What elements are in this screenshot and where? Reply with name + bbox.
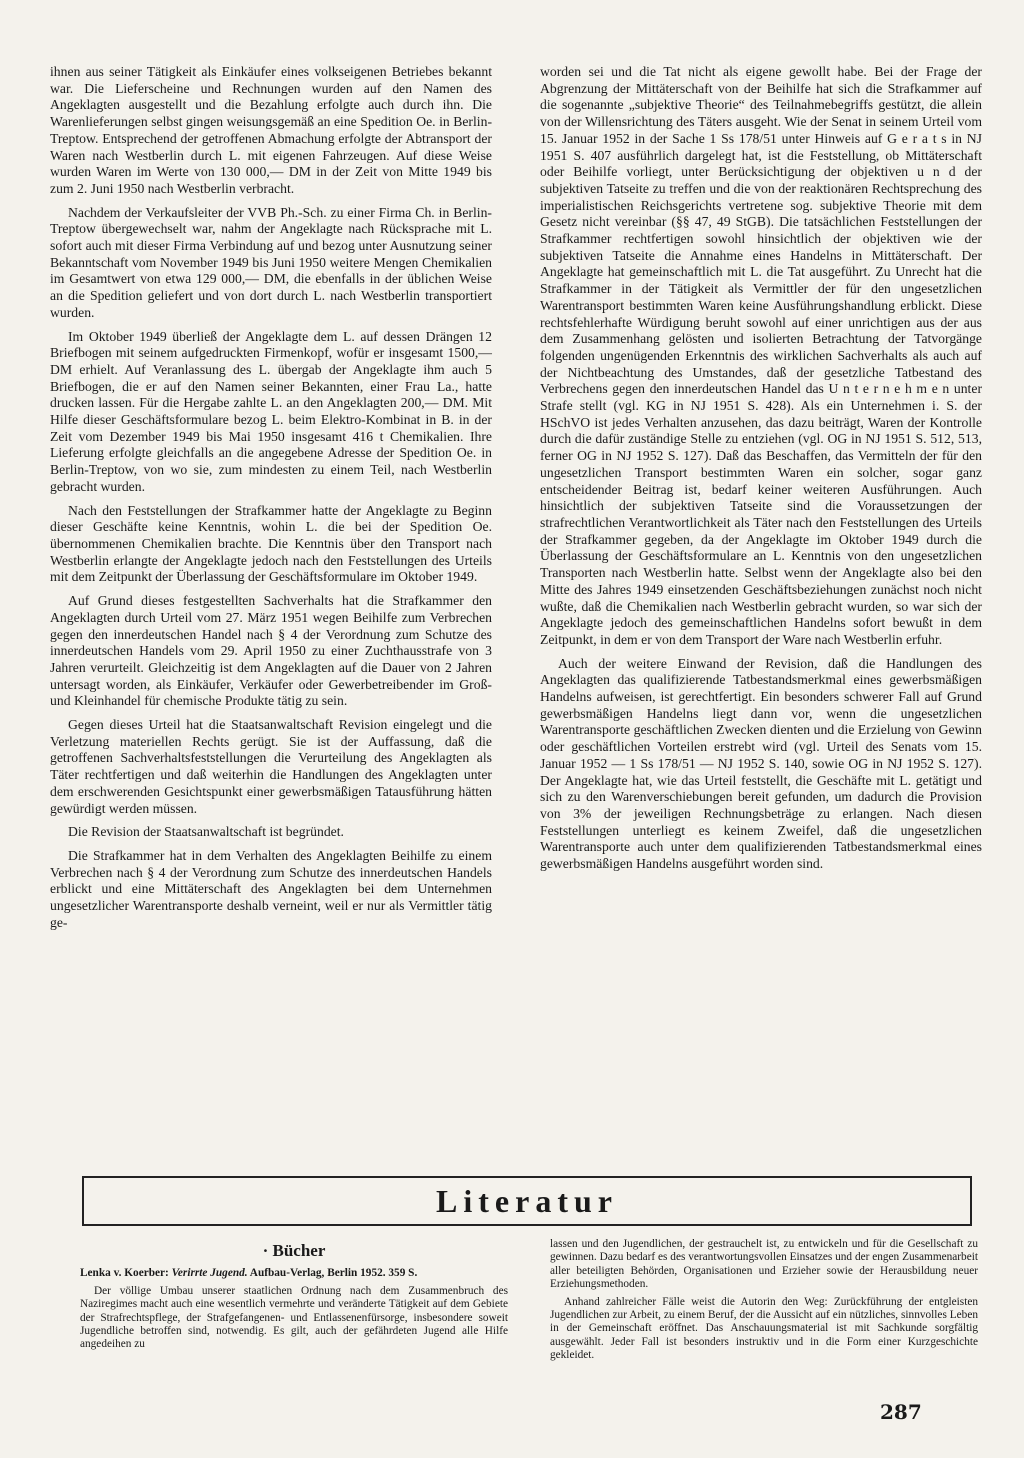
- column-left: [50, 64, 492, 1154]
- article-columns: [50, 64, 982, 1154]
- page-number: 287: [880, 1400, 922, 1424]
- paragraph: Der völlige Umbau unserer staatlichen Ordnung nach dem Zusammenbruch des Naziregimes macht auch eine wesentlich vermehrte und veränderte Tätigkeit auf dem Gebiete der Strafrechtspflege, der Strafgefangenen- und Entlassenenfürsorge, insbesondere soweit Jugendliche betroffen sind, notwendig. Es gilt, auch der gefährdeten Jugend alle Hilfe angedeihen zu: [80, 1284, 508, 1351]
- paragraph: Gegen dieses Urteil hat die Staatsanwaltschaft Revision eingelegt und die Verletzung materiellen Rechts gerügt. Sie ist der Auffassung, daß die getroffenen Sachverhaltsfeststellungen die Verurteilung des Angeklagten als Täter rechtfertigen und daß weiterhin die Handlungen des Angeklagten unter dem erschwerenden Gesichtspunkt einer gewerbsmäßigen Tatausführung hätten gewürdigt werden müssen.: [50, 717, 492, 816]
- paragraph: Im Oktober 1949 überließ der Angeklagte dem L. auf dessen Drängen 12 Briefbogen mit seinem aufgedruckten Firmenkopf, wofür er insgesamt 1500,— DM erhielt. Auf Veranlassung des L. übergab der Angeklagte ihm auch 5 Briefbogen, die er auf den Namen seiner Bekannten, einer Frau La., hatte drucken lassen. Für die Hergabe zahlte L. an den Angeklagten 200,— DM. Mit Hilfe dieser Geschäftsformulare bezog L. beim Elektro-Kombinat in B. in der Zeit vom Dezember 1949 bis Mai 1950 insgesamt 416 t Chemikalien. Ihre Lieferung erfolgte gleichfalls an die angegebene Adresse der Spedition Oe. in Berlin-Treptow, von wo sie, zum mindesten zu einem Teil, nach Westberlin gebracht wurden.: [50, 328, 492, 494]
- paragraph: Die Revision der Staatsanwaltschaft ist begründet.: [68, 824, 344, 840]
- paragraph: Nachdem der Verkaufsleiter der VVB Ph.-Sch. zu einer Firma Ch. in Berlin-Treptow übergewechselt war, nahm der Angeklagte nach Rücksprache mit L. sofort auch mit dieser Firma Verbindung auf und bezog unter Ausnutzung seiner Bekanntschaft vom November 1949 bis Juni 1950 weitere Mengen Chemikalien im Gesamtwert von etwa 129 000,— DM, die ebenfalls in der üblichen Weise an die Spedition geliefert und von dort durch L. nach Westberlin transportiert wurden.: [50, 204, 492, 320]
- paragraph: ihnen aus seiner Tätigkeit als Einkäufer eines volkseigenen Betriebes bekannt war. Die Lieferscheine und Rechnungen wurden auf den Namen des Angeklagten ausgestellt und die Bezahlung erfolgte auch durch ihn. Die Warenlieferungen selbst gingen weisungsgemäß an eine Spedition Oe. in Berlin-Treptow. Entsprechend der getroffenen Abmachung erfolgte der Abtransport der Waren nach Westberlin durch L. mit eigenen Fahrzeugen. Auf diese Weise wurden Waren im Werte von 130 000,— DM in der Zeit von Mitte 1949 bis zum 2. Juni 1950 nach Westberlin verbracht.: [50, 64, 492, 196]
- section-header-box: [82, 1176, 972, 1226]
- review-column-left: [80, 1238, 508, 1408]
- review-columns: [80, 1238, 978, 1408]
- column-right: [540, 64, 982, 1154]
- book-citation: [80, 1267, 508, 1280]
- subsection-title: · Bücher: [262, 1241, 326, 1260]
- book-title: Verirrte Jugend.: [171, 1267, 248, 1280]
- section-title: Literatur: [436, 1182, 618, 1219]
- paragraph: lassen und den Jugendlichen, der gestrauchelt ist, zu entwickeln und für die Gesellschaft zu gewinnen. Dazu bedarf es des verantwortungsvollen Einsatzes und der engen Zusammenarbeit aller beteiligten Behörden, Organisationen und Erzieher sowie der Herausbildung neuer Erziehungsmethoden.: [550, 1238, 978, 1291]
- paragraph: Die Strafkammer hat in dem Verhalten des Angeklagten Beihilfe zu einem Verbrechen nach § 4 der Verordnung zum Schutze des innerdeutschen Handels erblickt und eine Mittäterschaft des Angeklagten bei dem Unternehmen ungesetzlicher Warentransporte deshalb verneint, weil er nur als Vermittler tätig ge-: [50, 847, 492, 930]
- book-author: Lenka v. Koerber:: [80, 1267, 169, 1280]
- review-column-right: [550, 1238, 978, 1408]
- paragraph: Anhand zahlreicher Fälle weist die Autorin den Weg: Zurückführung der entgleisten Jugendlichen zur Arbeit, zu einem Beruf, der die Aussicht auf ein nützliches, sinnvolles Leben in der Gemeinschaft eröffnet. Das Anschauungsmaterial ist mit Sachkunde sorgfältig ausgewählt. Jeder Fall ist besonders instruktiv und in die Form einer Kurzgeschichte gekleidet.: [550, 1295, 978, 1362]
- paragraph: Auf Grund dieses festgestellten Sachverhalts hat die Strafkammer den Angeklagten durch Urteil vom 27. März 1951 wegen Beihilfe zum Verbrechen gegen den innerdeutschen Handel nach § 4 der Verordnung zum Schutze des innerdeutschen Handels vom 29. April 1950 zu einer Zuchthausstrafe von 3 Jahren verurteilt. Gleichzeitig ist dem Angeklagten auf die Dauer von 2 Jahren untersagt worden, als Einkäufer, Verkäufer oder Gewerbetreibender im Groß- und Kleinhandel für chemische Produkte tätig zu sein.: [50, 593, 492, 709]
- book-publisher: Aufbau-Verlag, Berlin 1952. 359 S.: [249, 1267, 418, 1280]
- paragraph: Auch der weitere Einwand der Revision, daß die Handlungen des Angeklagten das qualifizierende Tatbestandsmerkmal eines gewerbsmäßigen Handelns aufweisen, ist gerechtfertigt. Ein besonders schwerer Fall auf Grund gewerbsmäßigen Handelns liegt dann vor, wenn die ungesetzlichen Warentransporte geschäftlichen Zwecken dienten und die Erzielung von Gewinn oder geschäftlichen Vorteilen erstrebt wird (vgl. Urteil des Senats vom 15. Januar 1952 — 1 Ss 178/51 — NJ 1952 S. 140, sowie OG in NJ 1952 S. 127). Der Angeklagte hat, wie das Urteil feststellt, die Geschäfte mit L. getätigt und sich zu den Warenverschiebungen bereit gefunden, um dadurch die Provision von 3% der jeweiligen Rechnungsbeträge zu erlangen. Nach diesen Feststellungen unterliegt es keinem Zweifel, daß die ungesetzlichen Warentransporte auch unter dem qualifizierenden Tatbestandsmerkmal eines gewerbsmäßigen Handelns ausgeführt worden sind.: [540, 655, 982, 872]
- paragraph: Nach den Feststellungen der Strafkammer hatte der Angeklagte zu Beginn dieser Geschäfte keine Kenntnis, wohin L. die bei der Spedition Oe. übernommenen Chemikalien brachte. Die Kenntnis über den Transport nach Westberlin erlangte der Angeklagte jedoch nach den Feststellungen des Urteils mit dem Zeitpunkt der Überlassung der Geschäftsformulare im Oktober 1949.: [50, 502, 492, 585]
- paragraph: worden sei und die Tat nicht als eigene gewollt habe. Bei der Frage der Abgrenzung der Mittäterschaft von der Beihilfe hat sich die Strafkammer auf die sogenannte „subjektive Theorie“ des Teilnahmebegriffs gestützt, die allein von der Willensrichtung des Täters ausgeht. Wie der Senat in seinem Urteil vom 15. Januar 1952 in der Sache 1 Ss 178/51 unter Hinweis auf G e r a t s in NJ 1951 S. 407 ausführlich dargelegt hat, ist die Feststellung, ob Mittäterschaft oder Beihilfe vorliegt, unter Berücksichtigung der objektiven u n d der subjektiven Tatseite zu treffen und die von der reaktionären Rechtsprechung des imperialistischen Reichsgerichts vertretene sog. subjektive Theorie mit dem Gesetz nicht vereinbar (§§ 47, 49 StGB). Die tatsächlichen Feststellungen der Strafkammer rechtfertigen sowohl hinsichtlich der objektiven wie der subjektiven Tatseite die Annahme eines Handelns in Mittäterschaft. Der Angeklagte hat gemeinschaftlich mit L. die Tat ausgeführt. Zu Unrecht hat die Strafkammer in der Tätigkeit als Vermittler der für den ungesetzlichen Warentransport bestimmten Waren keine Ausführungshandlung erblickt. Diese rechtsfehlerhafte Würdigung beruht sowohl auf einer unrichtigen aus der aus dem Zusammenhang gelösten und isolierten Betrachtung der Tatvorgänge folgenden ungenügenden Erkenntnis des wirklichen Sachverhalts als auch auf der Nichtbeachtung des Umstandes, daß der gesetzliche Tatbestand des Verbrechens gegen den innerdeutschen Handel das U n t e r n e h m e n unter Strafe stellt (vgl. KG in NJ 1951 S. 428). Als ein Unternehmen i. S. der HSchVO ist jedes Verhalten anzusehen, das dazu beiträgt, Waren der Kontrolle durch die dafür zuständige Stelle zu entziehen (vgl. OG in NJ 1951 S. 512, 513, ferner OG in NJ 1952 S. 127). Daß das Beschaffen, das Vermitteln der für den ungesetzlichen Transport bestimmten Waren ein solcher, sogar ganz entscheidender Beitrag ist, bedarf keiner weiteren Ausführungen. Auch hinsichtlich der subjektiven Tatseite sind die Voraussetzungen der strafrechtlichen Verantwortlichkeit als Täter nach den Feststellungen des Urteils der Strafkammer gegeben, da der Angeklagte im Oktober 1949 durch die Überlassung der Geschäftsformulare an L. Kenntnis von den ungesetzlichen Transporten nach Westberlin hatte. Selbst wenn der Angeklagte also bei den Mitte des Jahres 1949 einsetzenden Geschäftsbeziehungen zunächst noch nicht wußte, daß die Chemikalien nach Westberlin gebracht wurden, so war sich der Angeklagte jedoch des gemeinschaftlichen Handelns sofort bewußt in dem Zeitpunkt, in dem er von dem Transport der Ware nach Westberlin erfuhr.: [540, 64, 982, 647]
